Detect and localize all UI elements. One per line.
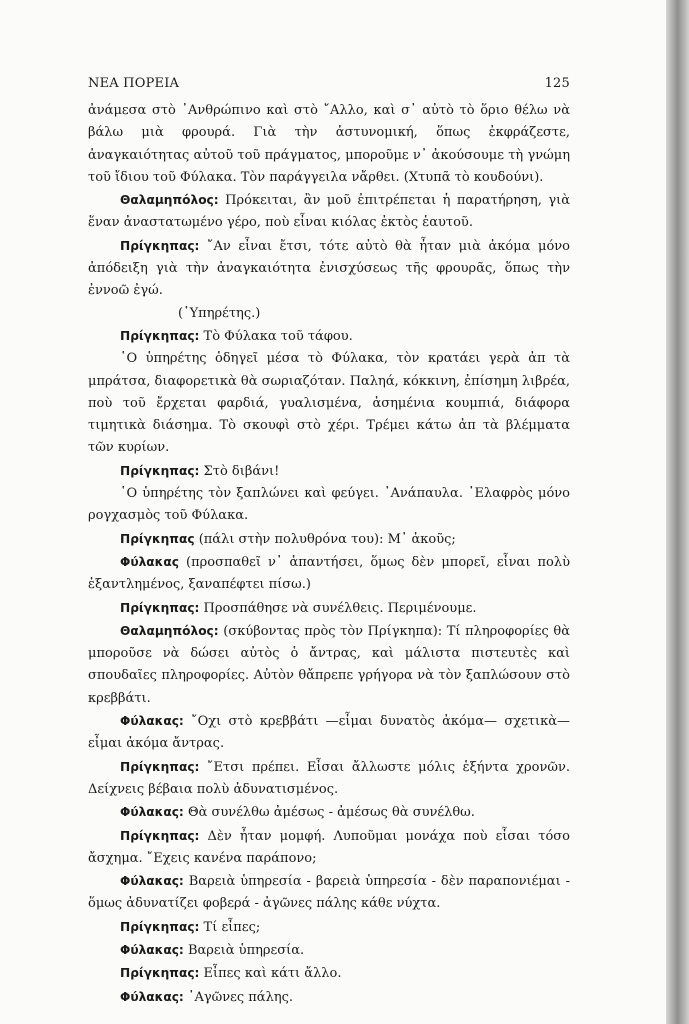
dialogue-text: ἀνάμεσα στὸ ᾿Ανθρώπινο καὶ στὸ ῎Αλλο, καὶ σ᾿ αὐτὸ τὸ ὅριο θέλω νὰ βάλω μιὰ φρουρά. Γιὰ τὴν ἀστυνομική, ὅπως ἐκφράζεστε, ἀναγκαιότητας αὐτοῦ τοῦ πράγματος, μποροῦμε ν᾿ ἀκούσουμε τὴ γνώμη τοῦ ἴδιου τοῦ Φύλακα. Τὸν παράγγειλα νἄρθει. (Χτυπᾶ τὸ κουδούνι).: [88, 103, 570, 185]
speaker-label: Φύλακας:: [120, 989, 184, 1004]
paragraph: [88, 756, 570, 802]
speaker-label: Πρίγκηπας: [120, 531, 195, 546]
speaker-label: Πρίγκηπας:: [120, 600, 200, 615]
dialogue-text: Θὰ συνέλθω ἀμέσως - ἀμέσως θὰ συνέλθω.: [183, 805, 475, 821]
paragraph: [88, 801, 570, 824]
dialogue-text: Πρόκειται, ἂν μοῦ ἐπιτρέπεται ἡ παρατήρηση, γιὰ ἕναν ἀναστατωμένο γέρο, ποὺ εἶναι κιόλας ἐκτὸς ἑαυτοῦ.: [88, 193, 570, 231]
paragraph: [88, 460, 570, 483]
stage-direction: [88, 483, 570, 528]
dialogue-text: (σκύβοντας πρὸς τὸν Πρίγκηπα): Τί πληροφορίες θὰ μποροῦσε νὰ δώσει αὐτὸς ὁ ἄντρας, καὶ μάλιστα πιστευτὲς καὶ σπουδαῖες πληροφορίες. Αὐτὸν θἄπρεπε γρήγορα νὰ τὸν ξαπλώσουν στὸ κρεββάτι.: [88, 623, 570, 706]
dialogue-text: ῾Ο ὑπηρέτης ὁδηγεῖ μέσα τὸ Φύλακα, τὸν κρατάει γερὰ ἀπ τὰ μπράτσα, διαφορετικὰ θὰ σωριαζόταν. Παληά, κόκκινη, ἐπίσημη λιβρέα, ποὺ τοῦ ἔρχεται φαρδιά, γυαλισμένα, ἀσημένια κουμπιά, διάφορα τιμητικὰ διάσημα. Τὸ σκουφὶ στὸ χέρι. Τρέμει κάτω ἀπ τὰ βλέμματα τῶν κυρίων.: [88, 351, 570, 456]
dialogue-text: (῾Υπηρέτης.): [178, 305, 261, 321]
paragraph: [88, 825, 570, 871]
running-head: ΝΕΑ ΠΟΡΕΙΑ: [88, 76, 180, 91]
dialogue-text: Δὲν ἦταν μομφή. Λυποῦμαι μονάχα ποὺ εἶσαι τόσο ἄσχημα. ῎Εχεις κανένα παράπονο;: [88, 828, 570, 866]
paragraph: [88, 100, 570, 189]
dialogue-text: Βαρειὰ ὑπηρεσία - βαρειὰ ὑπηρεσία - δὲν παραπονιέμαι - ὅμως ἀδυνατίζει φοβερά - ἀγῶνες πάλης κάθε νύχτα.: [88, 874, 570, 912]
dialogue-text: (πάλι στὴν πολυθρόνα του): Μ᾿ ἀκοῦς;: [194, 531, 456, 547]
paragraph: [88, 916, 570, 939]
speaker-label: Θαλαμηπόλος:: [120, 193, 219, 208]
speaker-label: Φύλακας:: [120, 805, 184, 820]
paragraph: [88, 551, 570, 597]
paragraph: [88, 710, 570, 756]
speaker-label: Πρίγκηπας:: [120, 759, 200, 774]
dialogue-text: Βαρειὰ ὑπηρεσία.: [183, 942, 305, 958]
paragraph: [88, 620, 570, 710]
paragraph: [88, 528, 570, 551]
page-number: 125: [544, 76, 570, 91]
dialogue-text: ῎Οχι στὸ κρεββάτι —εἶμαι δυνατὸς ἀκόμα— σχετικὰ— εἶμαι ἀκόμα ἄντρας.: [88, 714, 570, 752]
stage-direction: [88, 348, 570, 459]
page-edge-shadow: [666, 0, 689, 1024]
speaker-label: Πρίγκηπας:: [120, 919, 200, 934]
stage-direction: [88, 303, 570, 325]
dialogue-text: Στὸ διβάνι!: [199, 463, 280, 479]
paragraph: [88, 939, 570, 962]
speaker-label: Φύλακας:: [120, 874, 184, 889]
dialogue-text: Τὸ Φύλακα τοῦ τάφου.: [199, 328, 353, 344]
dialogue-text: Προσπάθησε νὰ συνέλθεις. Περιμένουμε.: [199, 600, 477, 616]
paragraph: [88, 597, 570, 620]
speaker-label: Θαλαμηπόλος:: [120, 623, 219, 638]
dialogue-text: ῎Ετσι πρέπει. Εἶσαι ἄλλωστε μόλις ἑξήντα χρονῶν. Δείχνεις βέβαια πολὺ ἀδυνατισμένος.: [88, 759, 570, 797]
page-header: [88, 76, 570, 96]
dialogue-text: (προσπαθεῖ ν᾿ ἀπαντήσει, ὅμως δὲν μπορεῖ, εἶναι πολὺ ἐξαντλημένος, ξαναπέφτει πίσω.): [88, 554, 570, 593]
dialogue-text: Εἶπες καὶ κάτι ἄλλο.: [199, 966, 342, 982]
dialogue-text: ῎Αν εἶναι ἔτσι, τότε αὐτὸ θὰ ἦταν μιὰ ἀκόμα μόνο ἀπόδειξη γιὰ τὴν ἀναγκαιότητα ἐνισχύσεως τῆς φρουρᾶς, ὅπως τὴν ἐννοῶ ἐγώ.: [88, 238, 570, 299]
speaker-label: Πρίγκηπας:: [120, 328, 200, 343]
paragraph: [88, 986, 570, 1009]
paragraph: [88, 235, 570, 303]
body-text: [88, 100, 570, 1009]
speaker-label: Πρίγκηπας:: [120, 463, 200, 478]
speaker-label: Πρίγκηπας:: [120, 828, 200, 843]
dialogue-text: ᾿Αγῶνες πάλης.: [183, 989, 294, 1005]
paragraph: [88, 189, 570, 235]
speaker-label: Πρίγκηπας:: [120, 238, 200, 253]
dialogue-text: ῾Ο ὑπηρέτης τὸν ξαπλώνει καὶ φεύγει. ᾿Ανάπαυλα. ᾿Ελαφρὸς μόνο ρογχασμὸς τοῦ Φύλακα.: [88, 486, 570, 524]
speaker-label: Φύλακας:: [120, 714, 184, 729]
speaker-label: Φύλακας:: [120, 942, 184, 957]
paragraph: [88, 962, 570, 985]
speaker-label: Φύλακας: [120, 554, 179, 569]
paragraph: [88, 870, 570, 916]
speaker-label: Πρίγκηπας:: [120, 966, 200, 981]
dialogue-text: Τί εἶπες;: [199, 919, 261, 935]
paragraph: [88, 325, 570, 348]
